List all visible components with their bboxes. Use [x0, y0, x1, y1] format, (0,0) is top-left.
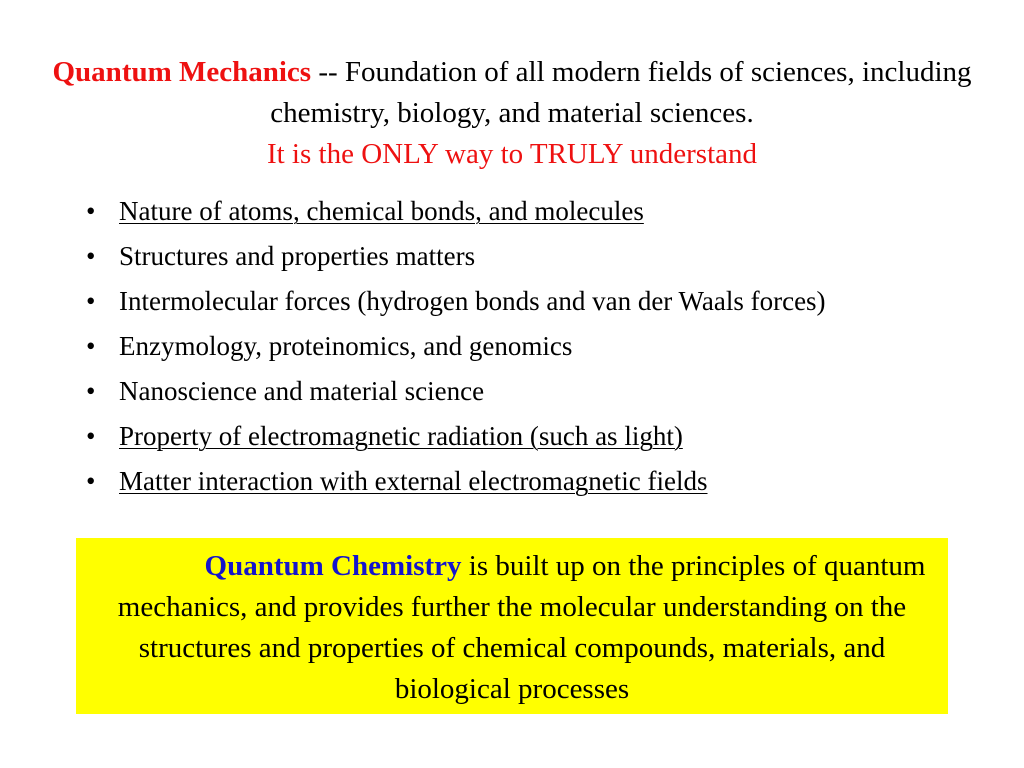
bullet-icon: •: [86, 196, 96, 226]
bullet-text: Matter interaction with external electromagnetic fields: [119, 466, 708, 496]
bullet-text: Nanoscience and material science: [119, 376, 485, 406]
callout-text: is built up on the principles of quantum mechanics, and provides further the molecular understanding on the structures and properties of chemical compounds, materials, and biological processes: [117, 550, 926, 705]
heading-text: -- Foundation of all modern fields of sciences, including chemistry, biology, and material sciences.: [270, 56, 972, 129]
list-item: [84, 324, 826, 369]
bullet-icon: •: [86, 376, 96, 406]
bullet-icon: •: [86, 466, 96, 496]
bullet-text: Nature of atoms, chemical bonds, and molecules: [119, 196, 644, 226]
list-item: [84, 369, 826, 414]
bullet-text: Property of electromagnetic radiation (such as light): [119, 421, 683, 451]
bullet-icon: •: [86, 241, 96, 271]
heading-term: Quantum Mechanics: [52, 56, 312, 88]
list-item: [84, 234, 826, 279]
list-item: [84, 279, 826, 324]
bullet-icon: •: [86, 421, 96, 451]
list-item: [84, 189, 826, 234]
heading-emphasis: It is the ONLY way to TRULY understand: [266, 138, 758, 170]
list-item: [84, 414, 826, 459]
slide-heading: [40, 52, 984, 175]
bullet-text: Enzymology, proteinomics, and genomics: [119, 331, 573, 361]
bullet-icon: •: [86, 331, 96, 361]
bullet-text: Intermolecular forces (hydrogen bonds and van der Waals forces): [119, 286, 826, 316]
callout-term: Quantum Chemistry: [204, 550, 462, 582]
list-item: [84, 459, 826, 504]
bullet-text: Structures and properties matters: [119, 241, 476, 271]
bullet-list: [84, 189, 826, 504]
quantum-chemistry-callout: [76, 538, 948, 714]
bullet-icon: •: [86, 286, 96, 316]
